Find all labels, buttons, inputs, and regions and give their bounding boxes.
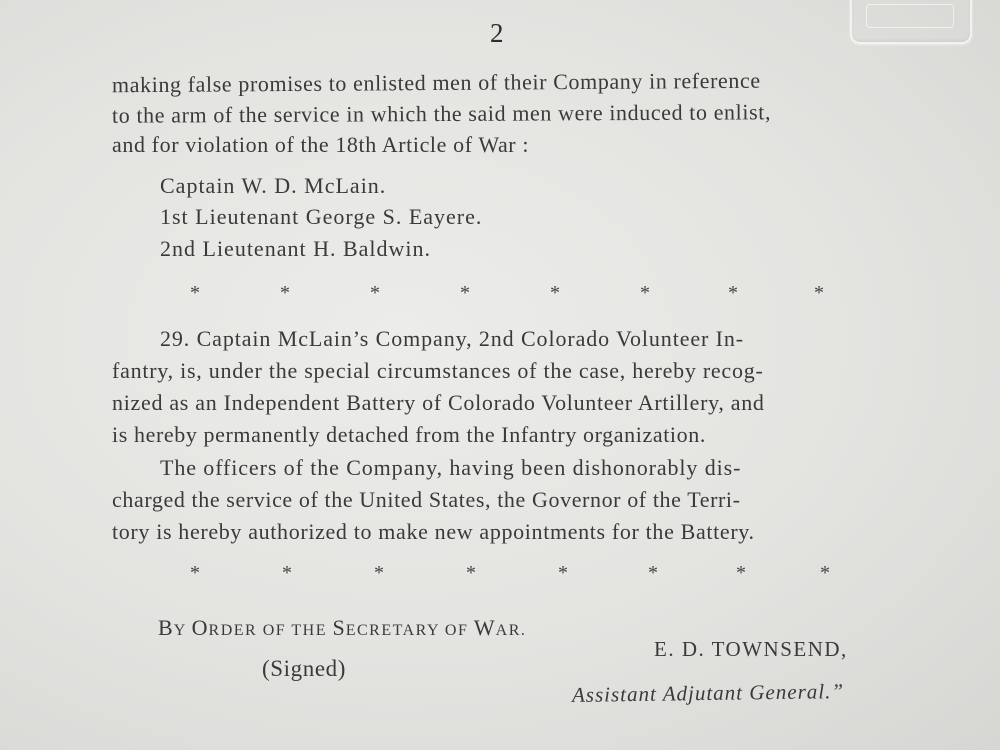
order-part: Y — [173, 622, 192, 639]
asterisk: * — [648, 562, 658, 584]
intro-line-2: to the arm of the service in which the said men were induced to enlist, — [111, 99, 772, 128]
order-of-secretary — [158, 615, 526, 641]
asterisk-divider-1 — [0, 282, 1000, 312]
para29-line-4: is hereby permanently detached from the Infantry organization. — [112, 422, 706, 447]
asterisk: * — [280, 282, 290, 304]
signatory-title: Assistant Adjutant General.” — [571, 679, 845, 707]
officers-para-line-2: charged the service of the United States, the Governor of the Terri- — [112, 487, 741, 512]
asterisk: * — [736, 562, 746, 584]
para29-line-2: fantry, is, under the special circumstances of the case, hereby recog- — [112, 358, 764, 383]
signed-label: (Signed) — [262, 656, 347, 681]
asterisk: * — [370, 282, 380, 304]
order-part: S — [332, 615, 346, 640]
asterisk: * — [374, 562, 384, 584]
officer-2nd-lieutenant: 2nd Lieutenant H. Baldwin. — [160, 236, 432, 261]
asterisk: * — [282, 562, 292, 584]
asterisk: * — [820, 562, 830, 584]
asterisk: * — [550, 282, 560, 304]
order-part: O — [191, 615, 209, 640]
officer-captain: Captain W. D. McLain. — [160, 173, 387, 198]
asterisk: * — [728, 282, 738, 304]
officer-1st-lieutenant: 1st Lieutenant George S. Eayere. — [160, 204, 483, 229]
order-part: RDER OF THE — [208, 622, 333, 639]
order-part: ECRETARY OF — [345, 622, 474, 639]
officers-para-line-3: tory is hereby authorized to make new appointments for the Battery. — [112, 519, 755, 544]
para29-line-3: nized as an Independent Battery of Colorado Volunteer Artillery, and — [112, 390, 765, 415]
signatory-name: E. D. TOWNSEND, — [654, 637, 848, 661]
order-part: W — [473, 615, 496, 640]
para29-line-1: 29. Captain McLain’s Company, 2nd Colorado Volunteer In- — [160, 326, 745, 351]
asterisk: * — [190, 562, 200, 584]
asterisk-divider-2 — [0, 562, 1000, 592]
asterisk: * — [466, 562, 476, 584]
asterisk: * — [190, 282, 200, 304]
order-part: B — [158, 615, 174, 640]
asterisk: * — [558, 562, 568, 584]
intro-line-3: and for violation of the 18th Article of War : — [112, 132, 530, 157]
asterisk: * — [814, 282, 824, 304]
intro-line-1: making false promises to enlisted men of their Company in reference — [111, 67, 761, 98]
page-number: 2 — [490, 18, 504, 48]
officers-para-line-1: The officers of the Company, having been dishonorably dis- — [160, 455, 742, 480]
order-part: AR. — [495, 622, 527, 639]
asterisk: * — [460, 282, 470, 304]
embossed-seal — [850, 0, 972, 44]
asterisk: * — [640, 282, 650, 304]
